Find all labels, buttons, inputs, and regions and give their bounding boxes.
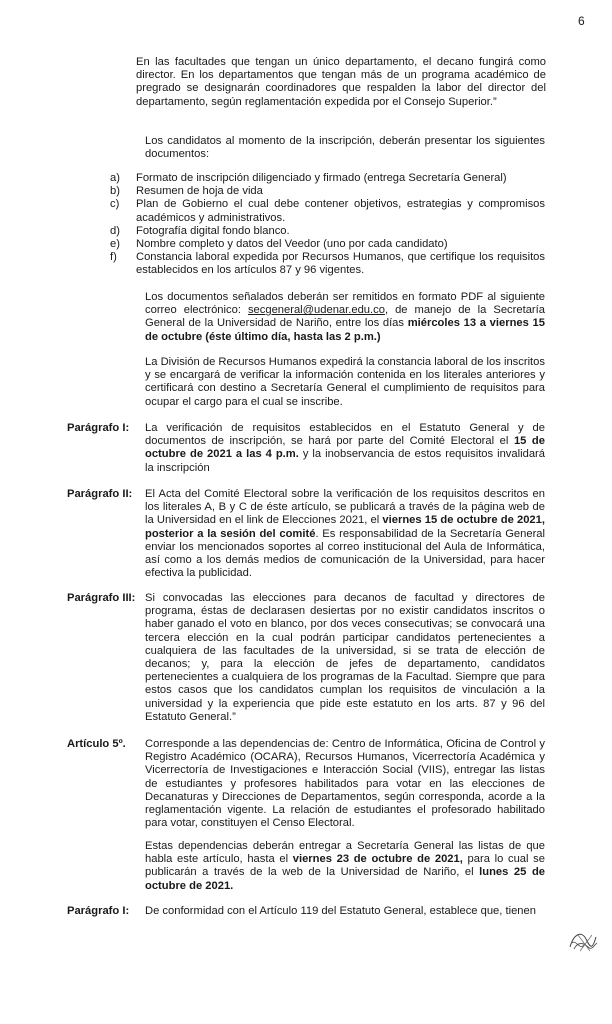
paragrafo-1-label: Parágrafo I: bbox=[67, 422, 130, 434]
paragrafo-final-label: Parágrafo I: bbox=[67, 905, 130, 917]
pdf-paragraph: Los documentos señalados deberán ser remitidos en formato PDF al siguiente correo electrónico: secgeneral@udenar.edu.co, de manejo de la Secretaría General de la Universidad de Nariño, entre los días miércoles 13 a viernes 15 de octubre (éste último día, hasta las 2 p.m.) bbox=[145, 291, 545, 343]
email-link[interactable]: secgeneral@udenar.edu.co bbox=[247, 304, 385, 317]
articulo-5-label: Artículo 5º. bbox=[67, 738, 126, 750]
paragrafo-3-text: Si convocadas las elecciones para decanos de facultad y directores de programa, éstas de declarasen desiertas por no existir candidatos inscritos o haber ganado el voto en blanco, por dos veces consecutivas; se convocará una tercera elección en la cual podrán participar candidatos pertenecientes a cualquiera de las facultades de la universidad, si se trata de elección de decanos; y, para la elección de jefes de departamento, candidatos pertenecientes a cualquiera de los programas de la Facultad. Siempre que para estos casos que los candidatos cumplan los requisitos de vinculación a la universidad y la experiencia que pide este estatuto en los arts. 87 y 96 del Estatuto General.” bbox=[145, 592, 545, 723]
list-item: f) Constancia laboral expedida por Recursos Humanos, que certifique los requisitos establecidos en los artículos 87 y 96 vigentes. bbox=[110, 251, 545, 277]
articulo-5-deadline: Estas dependencias deberán entregar a Secretaría General las listas de que habla este artículo, hasta el viernes 23 de octubre de 2021, para lo cual se publicarán a través de la web de la Universidad de Nariño, el lunes 25 de octubre de 2021. bbox=[145, 840, 545, 892]
documents-list bbox=[110, 172, 545, 278]
list-item: b) Resumen de hoja de vida bbox=[110, 185, 263, 198]
list-item: c) Plan de Gobierno el cual debe contener objetivos, estrategias y compromisos académicos y administrativos. bbox=[110, 198, 545, 224]
articulo-5-text: Corresponde a las dependencias de: Centro de Informática, Oficina de Control y Registro Académico (OCARA), Recursos Humanos, Vicerrectoría Académica y Vicerrectoría de Investigaciones e Interacción Social (VIIS), entregar las listas de estudiantes y profesores habilitados para votar en las elecciones de Decanaturas y Direcciones de Departamentos, según corresponda, acorde a la reglamentación vigente. La relación de estudiantes el profesorado habilitado para votar, constituyen el Censo Electoral. bbox=[145, 738, 545, 830]
list-item: e) Nombre completo y datos del Veedor (uno por cada candidato) bbox=[110, 238, 448, 251]
paragrafo-3-label: Parágrafo III: bbox=[67, 592, 136, 604]
page-number: 6 bbox=[578, 14, 585, 28]
hr-paragraph: La División de Recursos Humanos expedirá la constancia laboral de los inscritos y se encargará de verificar la información contenida en los literales anteriores y certificará con destino a Secretaría General el cumplimiento de requisitos para ocupar el cargo para el cual se inscribe. bbox=[145, 356, 545, 408]
list-item: a) Formato de inscripción diligenciado y firmado (entrega Secretaría General) bbox=[110, 172, 507, 184]
paragrafo-1-text: La verificación de requisitos establecidos en el Estatuto General y de documentos de inscripción, se hará por parte del Comité Electoral el 15 de octubre de 2021 a las 4 p.m. y la inobservancia de estos requisitos invalidará la inscripción bbox=[145, 422, 545, 474]
paragrafo-2-text: El Acta del Comité Electoral sobre la verificación de los requisitos descritos en los literales A, B y C de éste artículo, se publicará a través de la página web de la Universidad en el link de Elecciones 2021, el viernes 15 de octubre de 2021, posterior a la sesión del comité. Es responsabilidad de la Secretaría General enviar los mencionados soportes al correo institucional del Aula de Informática, así como a los demás medios de comunicación de la Universidad, para hacer efectiva la publicidad. bbox=[145, 488, 545, 580]
paragrafo-2-label: Parágrafo II: bbox=[67, 488, 133, 500]
list-item: d) Fotografía digital fondo blanco. bbox=[110, 224, 290, 237]
signature-icon bbox=[566, 927, 600, 957]
intro-paragraph: En las facultades que tengan un único departamento, el decano fungirá como director. En los departamentos que tengan más de un programa académico de pregrado se designarán coordinadores que respalden la labor del director del departamento, según reglamentación expedida por el Consejo Superior.” bbox=[136, 56, 546, 108]
candidates-intro: Los candidatos al momento de la inscripción, deberán presentar los siguientes documentos: bbox=[145, 135, 545, 161]
paragrafo-final-text: De conformidad con el Artículo 119 del Estatuto General, establece que, tienen bbox=[145, 905, 536, 917]
